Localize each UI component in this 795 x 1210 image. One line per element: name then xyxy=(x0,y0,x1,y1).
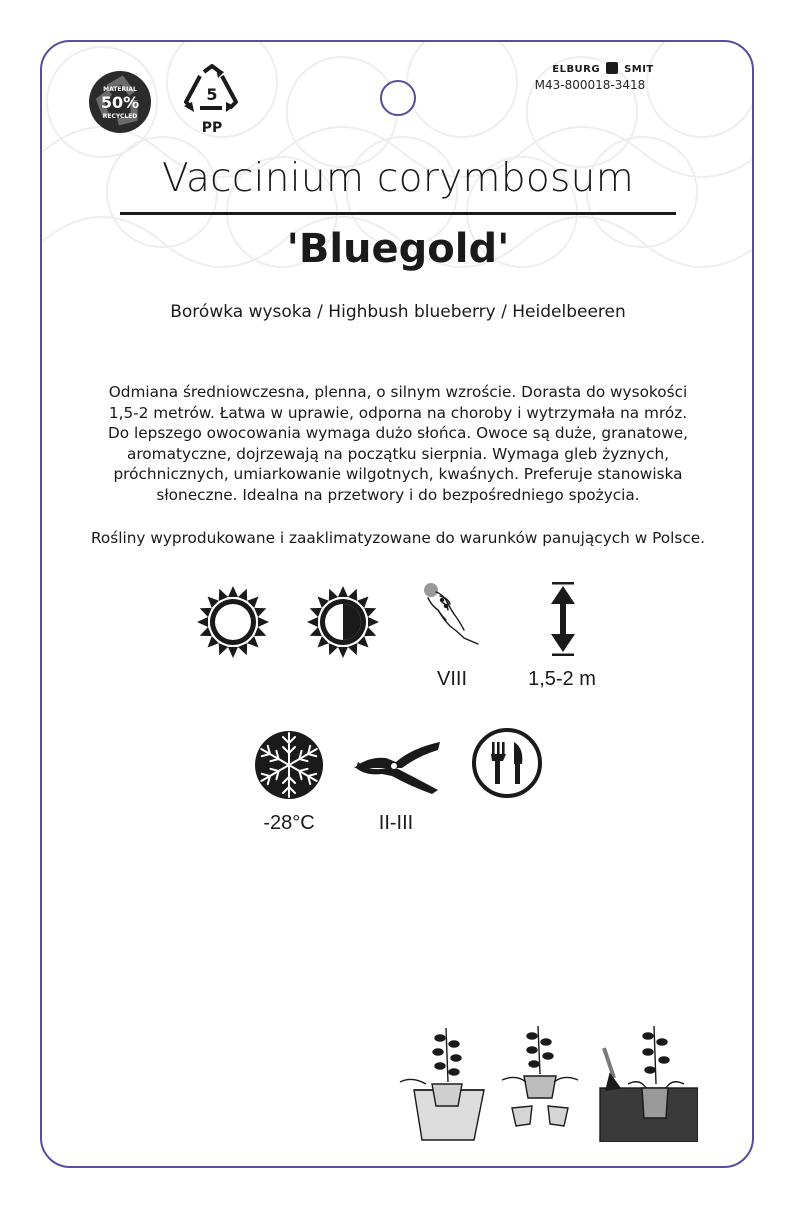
pruning-shears-icon xyxy=(352,738,442,794)
description-line: Odmiana średniowczesna, plenna, o silnym wzroście. Dorasta do wysokości xyxy=(108,383,688,401)
planting-step-2 xyxy=(502,1026,578,1126)
harvest-label: VIII xyxy=(436,668,467,690)
description-line: Do lepszego owocowania wymaga dużo słońca. Owoce są duże, granatowe, xyxy=(107,424,689,442)
recycled-material-badge xyxy=(88,70,152,134)
frost-label: -28°C xyxy=(263,812,315,834)
common-names: Borówka wysoka / Highbush blueberry / Heidelbeeren xyxy=(170,302,626,322)
badge-percent: 50% xyxy=(100,93,140,112)
pruning-label: II-III xyxy=(378,812,414,834)
hanging-hole xyxy=(380,80,416,116)
brand-mark-icon xyxy=(606,62,618,74)
height-label: 1,5-2 m xyxy=(528,668,596,690)
resin-number: 5 xyxy=(206,85,218,104)
badge-line1: MATERIAL xyxy=(103,86,137,93)
snowflake-icon xyxy=(252,728,326,802)
description-line: słoneczne. Idealna na przetwory i do bezpośredniego spożycia. xyxy=(156,485,640,504)
badge-line3: RECYCLED xyxy=(102,113,138,120)
cultivar-name: 'Bluegold' xyxy=(286,226,510,272)
brand-logo xyxy=(548,62,658,75)
latin-name: Vaccinium corymbosum xyxy=(162,156,634,201)
planting-instructions-illustration xyxy=(392,1018,698,1142)
harvest-hand-icon xyxy=(418,580,482,646)
title-divider xyxy=(120,212,676,215)
description-line: aromatyczne, dojrzewają na początku sierpnia. Wymaga gleb żyznych, xyxy=(126,444,670,463)
half-shade-icon xyxy=(306,585,380,659)
brand-name-left: ELBURG xyxy=(552,64,601,75)
resin-code: PP xyxy=(201,120,223,136)
brand-name-right: SMIT xyxy=(624,64,654,75)
planting-step-3 xyxy=(600,1026,698,1142)
planting-step-1 xyxy=(400,1028,484,1140)
recycle-pp-icon xyxy=(182,62,242,138)
product-code: M43-800018-3418 xyxy=(534,78,646,92)
edible-icon xyxy=(470,726,544,800)
description-line: próchnicznych, umiarkowanie wilgotnych, kwaśnych. Preferuje stanowiska xyxy=(113,465,683,483)
full-sun-icon xyxy=(196,585,270,659)
origin-note: Rośliny wyprodukowane i zaaklimatyzowane do warunków panujących w Polsce. xyxy=(90,529,706,547)
height-arrow-icon xyxy=(546,580,580,658)
plant-label-card xyxy=(40,40,754,1168)
description-line: 1,5-2 metrów. Łatwa w uprawie, odporna na choroby i wytrzymała na mróz. xyxy=(108,403,688,422)
plant-description xyxy=(70,382,726,505)
